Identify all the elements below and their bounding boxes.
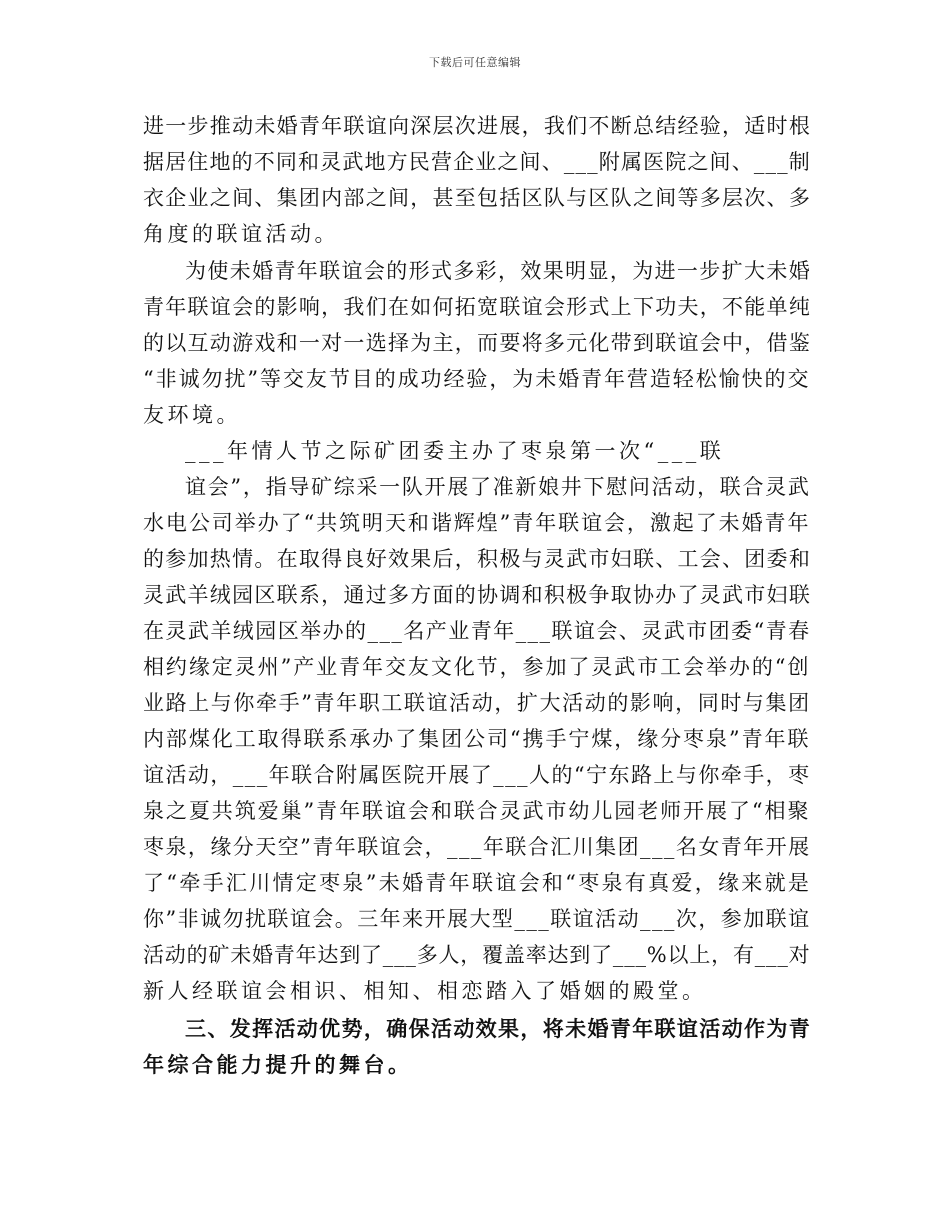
text-line: 为使未婚青年联谊会的形式多彩，效果明显，为进一步扩大未婚 [185,259,812,283]
text-line: 的以互动游戏和一对一选择为主，而要将多元化带到联谊会中，借鉴 [143,331,812,355]
text-line: 据居住地的不同和灵武地方民营企业之间、___附属医院之间、___制 [143,150,811,174]
text-line: 友环境。 [143,403,241,427]
text-line: 在灵武羊绒园区举办的___名产业青年___联谊会、灵武市团委“青春 [143,619,811,643]
text-line: 你”非诚勿扰联谊会。三年来开展大型___联谊活动___次，参加联谊 [143,907,811,931]
text-line: 进一步推动未婚青年联谊向深层次进展，我们不断总结经验，适时根 [143,114,812,138]
text-line: 谊活动，___年联合附属医院开展了___人的“宁东路上与你牵手，枣 [143,763,811,787]
text-line: 角度的联谊活动。 [143,222,339,246]
text-line: 枣泉，缘分天空”青年联谊会，___年联合汇川集团___名女青年开展 [143,835,811,859]
text-line: 内部煤化工取得联系承办了集团公司“携手宁煤，缘分枣泉”青年联 [143,727,811,751]
text-line: 衣企业之间、集团内部之间，甚至包括区队与区队之间等多层次、多 [143,186,812,210]
text-line: ___年情人节之际矿团委主办了枣泉第一次“___联 [185,439,725,463]
text-line: 活动的矿未婚青年达到了___多人，覆盖率达到了___%以上，有___对 [143,943,811,967]
text-line: 青年联谊会的影响，我们在如何拓宽联谊会形式上下功夫，不能单纯 [143,295,812,319]
section-heading: 三、发挥活动优势，确保活动效果，将未婚青年联谊活动作为青 [185,1016,812,1041]
page-header: 下载后可任意编辑 [429,56,521,69]
text-line: “非诚勿扰”等交友节目的成功经验，为未婚青年营造轻松愉快的交 [143,367,811,391]
text-line: 相约缘定灵州”产业青年交友文化节，参加了灵武市工会举办的“创 [143,655,811,679]
text-line: 新人经联谊会相识、相知、相恋踏入了婚姻的殿堂。 [143,979,707,1003]
text-line: 业路上与你牵手”青年职工联谊活动，扩大活动的影响，同时与集团 [143,691,811,715]
text-line: 泉之夏共筑爱巢”青年联谊会和联合灵武市幼儿园老师开展了“相聚 [143,799,811,823]
text-line: 的参加热情。在取得良好效果后，积极与灵武市妇联、工会、团委和 [143,547,812,571]
text-line: 了“牵手汇川情定枣泉”未婚青年联谊会和“枣泉有真爱，缘来就是 [143,871,812,895]
section-heading: 年综合能力提升的舞台。 [143,1052,413,1077]
text-line: 水电公司举办了“共筑明天和谐辉煌”青年联谊会，激起了未婚青年 [143,511,811,535]
text-line: 谊会”，指导矿综采一队开展了准新娘井下慰问活动，联合灵武 [185,475,811,499]
text-line: 灵武羊绒园区联系，通过多方面的协调和积极争取协办了灵武市妇联 [143,583,812,607]
